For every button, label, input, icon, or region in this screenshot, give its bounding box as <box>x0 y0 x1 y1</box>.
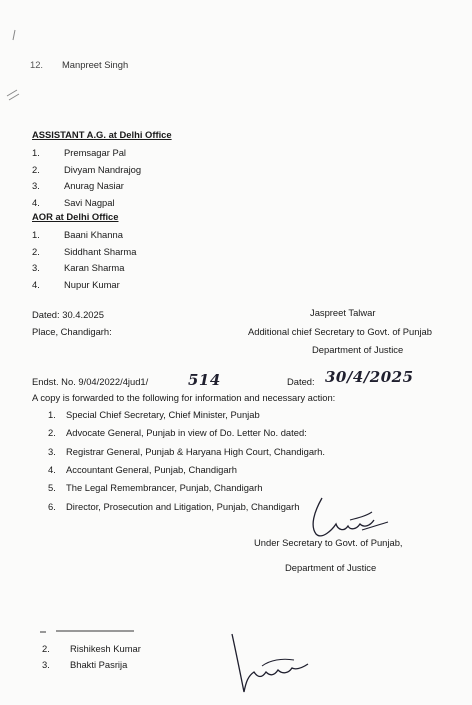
forward-line: A copy is forwarded to the following for information and necessary action: <box>32 392 336 403</box>
endst-handwritten-number: 514 <box>188 371 221 389</box>
list-item-number: 6. <box>48 500 56 512</box>
top-item-number: 12. <box>30 59 44 70</box>
cut-off-line <box>38 627 138 635</box>
list-item-number: 2. <box>32 163 40 175</box>
list-item-number: 1. <box>32 147 40 158</box>
list-item-text: Director, Prosecution and Litigation, Punjab, Chandigarh <box>66 500 300 512</box>
list-item-number: 3. <box>32 180 40 191</box>
under-secretary-department: Department of Justice <box>285 562 377 573</box>
list-item-number: 3. <box>48 445 56 457</box>
bottom-item-name: Bhakti Pasrija <box>70 659 128 670</box>
aor-heading: AOR at Delhi Office <box>32 211 119 222</box>
list-item-text: Accountant General, Punjab, Chandigarh <box>66 463 237 475</box>
list-item-text: Savi Nagpal <box>64 196 115 208</box>
signatory-designation: Additional chief Secretary to Govt. of Punjab <box>248 326 432 337</box>
list-item-number: 4. <box>32 278 40 290</box>
under-secretary-designation: Under Secretary to Govt. of Punjab, <box>254 537 403 548</box>
list-item-number: 5. <box>48 482 56 494</box>
list-item-text: Baani Khanna <box>64 229 123 240</box>
place-line: Place, Chandigarh: <box>32 326 112 337</box>
list-item-number: 2. <box>32 245 40 257</box>
list-item-number: 3. <box>32 262 40 273</box>
list-item-number: 4. <box>32 196 40 208</box>
list-item-text: Registrar General, Punjab & Haryana High Court, Chandigarh. <box>66 445 325 457</box>
bottom-item-name: Rishikesh Kumar <box>70 643 141 654</box>
list-item-text: Siddhant Sharma <box>64 245 137 257</box>
endst-dated-label: Dated: <box>287 376 315 387</box>
list-item-number: 4. <box>48 463 56 475</box>
list-item-text: Premsagar Pal <box>64 147 127 158</box>
bottom-item-number: 3. <box>42 659 50 670</box>
list-item-text: Special Chief Secretary, Chief Minister, Punjab <box>66 409 260 420</box>
list-item-text: Divyam Nandrajog <box>64 163 142 175</box>
list-item-text: The Legal Remembrancer, Punjab, Chandigarh <box>66 482 263 494</box>
top-item-name: Manpreet Singh <box>62 59 129 70</box>
list-item-text: Advocate General, Punjab in view of Do. Letter No. dated: <box>66 427 307 439</box>
signatory-name: Jaspreet Talwar <box>310 307 376 318</box>
list-item-text: Nupur Kumar <box>64 278 120 290</box>
signatory-department: Department of Justice <box>312 344 404 355</box>
list-item-number: 2. <box>48 427 56 439</box>
list-item-text: Anurag Nasiar <box>64 180 124 191</box>
dated-line: Dated: 30.4.2025 <box>32 309 104 320</box>
list-item-text: Karan Sharma <box>64 262 125 273</box>
list-item-number: 1. <box>32 229 40 240</box>
assistant-heading: ASSISTANT A.G. at Delhi Office <box>32 129 172 140</box>
list-item-number: 1. <box>48 409 56 420</box>
bottom-item-number: 2. <box>42 643 50 654</box>
endst-number: Endst. No. 9/04/2022/4jud1/ <box>32 376 149 387</box>
bottom-signature <box>222 632 322 702</box>
endst-handwritten-date: 30/4/2025 <box>325 368 414 386</box>
margin-mark <box>3 26 23 106</box>
